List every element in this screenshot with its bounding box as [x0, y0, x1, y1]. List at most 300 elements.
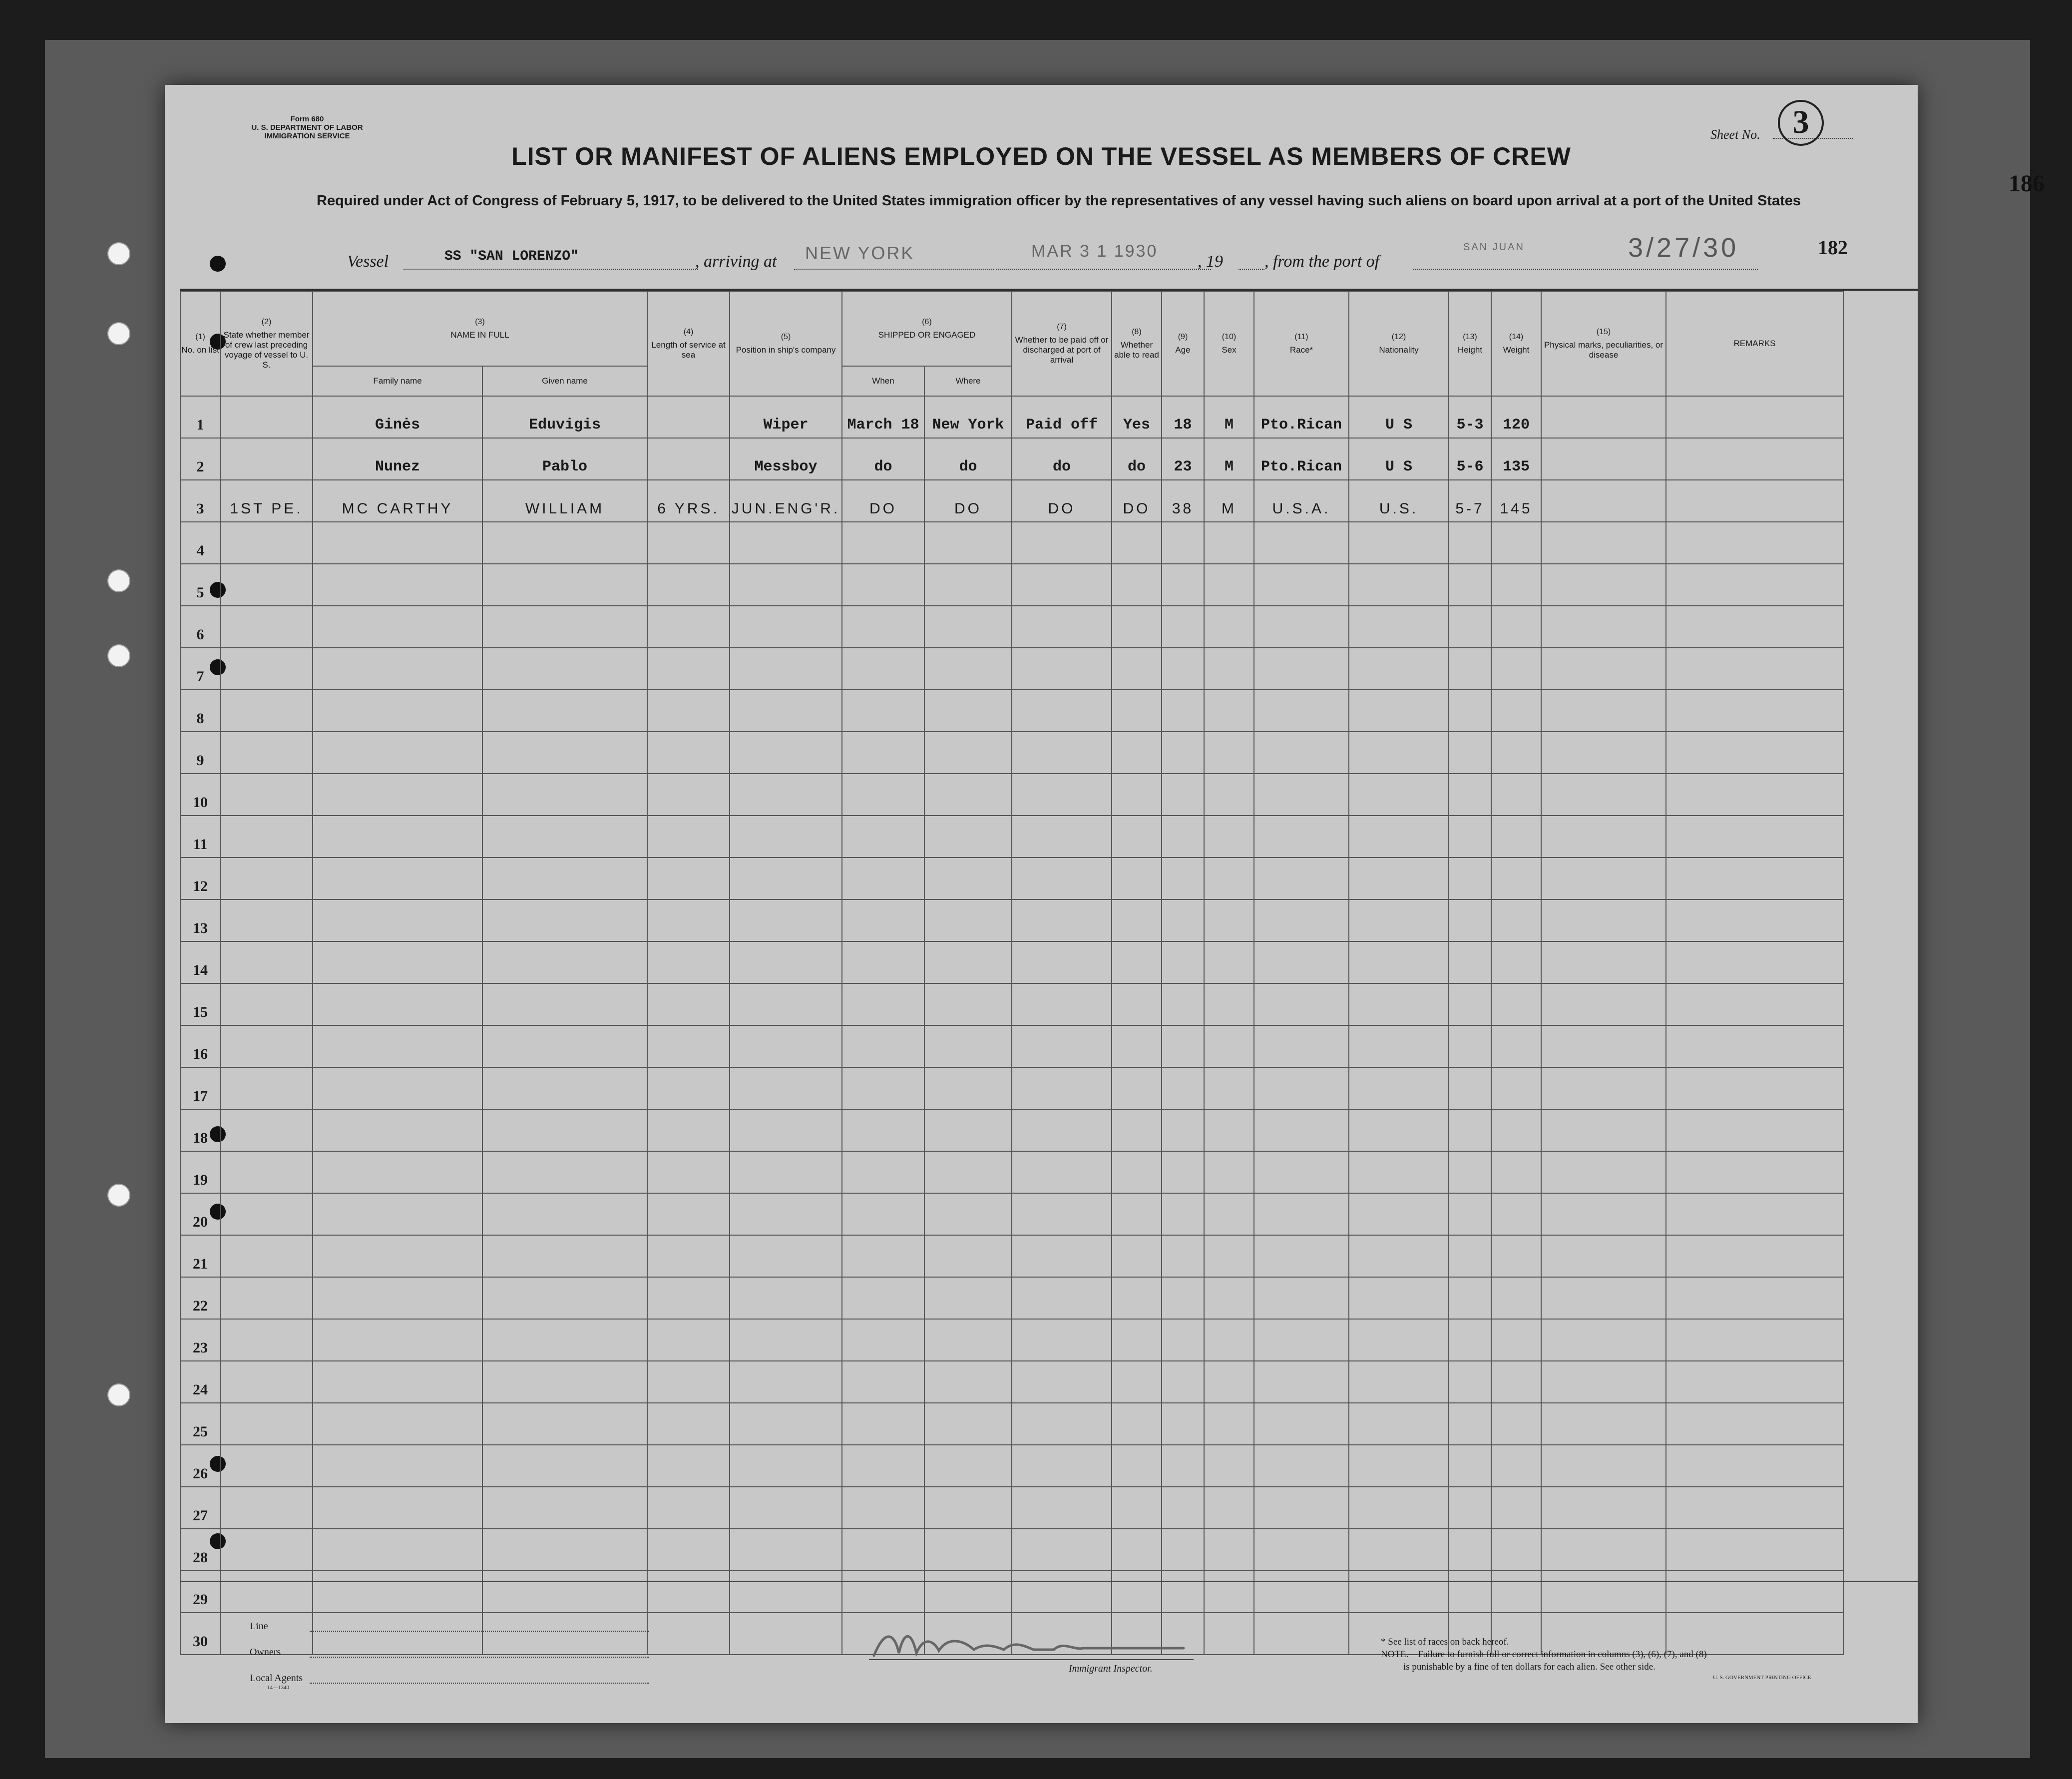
position-cell: Wiper [730, 396, 842, 438]
row-number: 7 [180, 648, 220, 690]
physical-marks-cell [1541, 1193, 1666, 1235]
service-length-cell [647, 858, 730, 899]
table-row [180, 564, 1843, 606]
remarks-cell [1666, 1277, 1843, 1319]
punch-hole [107, 644, 130, 667]
race-cell [1254, 1361, 1349, 1403]
age-cell [1162, 1319, 1204, 1361]
nationality-cell: U.S. [1349, 480, 1449, 522]
family-name-cell [313, 1445, 482, 1487]
given-name-cell [482, 690, 647, 732]
position-cell [730, 690, 842, 732]
previous-voyage-cell [220, 1571, 313, 1613]
table-row [180, 816, 1843, 858]
shipped-when-cell [842, 1571, 924, 1613]
previous-voyage-cell [220, 522, 313, 564]
height-cell [1449, 1235, 1491, 1277]
row-number: 29 [180, 1571, 220, 1613]
row-number: 12 [180, 858, 220, 899]
from-port: SAN JUAN [1463, 242, 1525, 253]
remarks-cell [1666, 1361, 1843, 1403]
sex-cell [1204, 1487, 1254, 1529]
sex-cell [1204, 1109, 1254, 1151]
col-header-no: (1) No. on list [180, 291, 220, 396]
nationality-cell [1349, 648, 1449, 690]
physical-marks-cell [1541, 1109, 1666, 1151]
able-to-read-cell [1112, 1487, 1162, 1529]
given-name-cell [482, 1529, 647, 1571]
nationality-cell [1349, 1025, 1449, 1067]
shipped-when-cell [842, 1403, 924, 1445]
col-header-paid-off: (7) Whether to be paid off or discharged at port of arrival [1012, 291, 1112, 396]
previous-voyage-cell [220, 438, 313, 480]
family-name-cell [313, 606, 482, 648]
weight-cell [1491, 1571, 1541, 1613]
department-name: U. S. DEPARTMENT OF LABOR [251, 123, 363, 132]
previous-voyage-cell [220, 564, 313, 606]
given-name-cell [482, 1025, 647, 1067]
col-header-height: (13) Height [1449, 291, 1491, 396]
weight-cell [1491, 732, 1541, 774]
punch-hole [107, 322, 130, 345]
position-cell [730, 648, 842, 690]
col-header-read: (8) Whether able to read [1112, 291, 1162, 396]
weight-cell [1491, 816, 1541, 858]
col-header-remarks: REMARKS [1666, 291, 1843, 396]
sex-cell [1204, 1193, 1254, 1235]
family-name-cell [313, 858, 482, 899]
physical-marks-cell [1541, 732, 1666, 774]
given-name-cell [482, 522, 647, 564]
paid-off-cell [1012, 1193, 1112, 1235]
paid-off-cell [1012, 816, 1112, 858]
race-cell [1254, 1151, 1349, 1193]
col-header-shipped: (6) SHIPPED OR ENGAGED [842, 291, 1012, 366]
shipped-where-cell [924, 606, 1012, 648]
sheet-label: Sheet No. [1710, 127, 1760, 142]
row-number: 4 [180, 522, 220, 564]
height-cell [1449, 1025, 1491, 1067]
weight-cell [1491, 522, 1541, 564]
sex-cell [1204, 1151, 1254, 1193]
row-number: 11 [180, 816, 220, 858]
weight-cell [1491, 1235, 1541, 1277]
sex-cell [1204, 522, 1254, 564]
weight-cell [1491, 1529, 1541, 1571]
previous-voyage-cell [220, 648, 313, 690]
able-to-read-cell [1112, 1193, 1162, 1235]
race-cell [1254, 732, 1349, 774]
race-cell [1254, 1025, 1349, 1067]
service-length-cell [647, 1529, 730, 1571]
weight-cell [1491, 1067, 1541, 1109]
table-row [180, 1277, 1843, 1319]
race-cell [1254, 522, 1349, 564]
race-cell [1254, 648, 1349, 690]
previous-voyage-cell [220, 774, 313, 816]
paid-off-cell [1012, 941, 1112, 983]
paid-off-cell [1012, 1025, 1112, 1067]
shipped-when-cell [842, 1025, 924, 1067]
shipped-when-cell [842, 732, 924, 774]
position-cell [730, 1571, 842, 1613]
row-number: 27 [180, 1487, 220, 1529]
physical-marks-cell [1541, 648, 1666, 690]
remarks-cell [1666, 1571, 1843, 1613]
weight-cell [1491, 1025, 1541, 1067]
vessel-name: SS "SAN LORENZO" [444, 249, 579, 264]
owners-fill-line [310, 1657, 649, 1658]
remarks-cell [1666, 564, 1843, 606]
family-name-cell [313, 1571, 482, 1613]
nationality-cell [1349, 1445, 1449, 1487]
nationality-cell [1349, 606, 1449, 648]
table-row [180, 858, 1843, 899]
table-row [180, 648, 1843, 690]
row-number: 17 [180, 1067, 220, 1109]
paid-off-cell [1012, 1529, 1112, 1571]
shipped-where-cell [924, 732, 1012, 774]
sex-cell [1204, 1529, 1254, 1571]
age-cell [1162, 1487, 1204, 1529]
able-to-read-cell [1112, 941, 1162, 983]
nationality-cell [1349, 983, 1449, 1025]
punch-hole [107, 1184, 130, 1207]
service-length-cell [647, 396, 730, 438]
race-cell [1254, 941, 1349, 983]
remarks-cell [1666, 648, 1843, 690]
given-name-cell [482, 1571, 647, 1613]
from-port-label: , from the port of [1264, 252, 1380, 271]
service-length-cell [647, 1193, 730, 1235]
paid-off-cell [1012, 858, 1112, 899]
height-cell [1449, 1487, 1491, 1529]
height-cell [1449, 1361, 1491, 1403]
previous-voyage-cell [220, 1403, 313, 1445]
given-name-cell: Eduvigis [482, 396, 647, 438]
age-cell [1162, 648, 1204, 690]
age-cell [1162, 1529, 1204, 1571]
remarks-cell [1666, 690, 1843, 732]
table-row [180, 606, 1843, 648]
nationality-cell [1349, 941, 1449, 983]
able-to-read-cell [1112, 774, 1162, 816]
age-cell [1162, 1235, 1204, 1277]
position-cell [730, 774, 842, 816]
local-agents-code: 14—1340 [267, 1685, 289, 1691]
table-row [180, 690, 1843, 732]
year-fill-line [1239, 269, 1264, 270]
sex-cell: M [1204, 396, 1254, 438]
paid-off-cell [1012, 1235, 1112, 1277]
paid-off-cell [1012, 690, 1112, 732]
remarks-cell [1666, 1235, 1843, 1277]
service-length-cell [647, 1403, 730, 1445]
remarks-cell [1666, 1025, 1843, 1067]
shipped-when-cell [842, 1109, 924, 1151]
service-length-cell [647, 899, 730, 941]
remarks-cell [1666, 522, 1843, 564]
row-number: 13 [180, 899, 220, 941]
service-length-cell [647, 522, 730, 564]
race-cell [1254, 690, 1349, 732]
paid-off-cell [1012, 899, 1112, 941]
remarks-cell [1666, 480, 1843, 522]
able-to-read-cell [1112, 1277, 1162, 1319]
table-row [180, 1151, 1843, 1193]
previous-voyage-cell [220, 396, 313, 438]
age-cell: 23 [1162, 438, 1204, 480]
nationality-cell [1349, 1571, 1449, 1613]
row-number: 14 [180, 941, 220, 983]
shipped-where-cell [924, 1025, 1012, 1067]
paid-off-cell [1012, 1403, 1112, 1445]
physical-marks-cell [1541, 1151, 1666, 1193]
form-subtitle: Required under Act of Congress of February 5, 1917, to be delivered to the United States immigration officer by the representatives of any vessel having such aliens on board upon arrival at a port of the United States [316, 193, 1801, 209]
table-row [180, 983, 1843, 1025]
shipped-where-cell [924, 1109, 1012, 1151]
physical-marks-cell [1541, 1529, 1666, 1571]
position-cell [730, 1151, 842, 1193]
col-header-name: (3) NAME IN FULL [313, 291, 647, 366]
shipped-when-cell [842, 1067, 924, 1109]
edge-page-number: 186 [2009, 170, 2045, 197]
family-name-cell [313, 983, 482, 1025]
owners-label: Owners [250, 1647, 281, 1658]
inspector-label: Immigrant Inspector. [1069, 1663, 1153, 1674]
table-row [180, 522, 1843, 564]
physical-marks-cell [1541, 1319, 1666, 1361]
position-cell [730, 899, 842, 941]
height-cell: 5-6 [1449, 438, 1491, 480]
table-row [180, 1571, 1843, 1613]
given-name-cell: Pablo [482, 438, 647, 480]
shipped-when-cell: March 18 [842, 396, 924, 438]
position-cell [730, 1319, 842, 1361]
age-cell [1162, 774, 1204, 816]
nationality-cell [1349, 1487, 1449, 1529]
shipped-when-cell [842, 1529, 924, 1571]
given-name-cell [482, 648, 647, 690]
age-cell [1162, 1445, 1204, 1487]
vessel-label: Vessel [347, 252, 389, 271]
previous-voyage-cell [220, 1109, 313, 1151]
given-name-cell [482, 1277, 647, 1319]
family-name-cell [313, 1193, 482, 1235]
shipped-where-cell [924, 564, 1012, 606]
row-number: 6 [180, 606, 220, 648]
nationality-cell [1349, 1151, 1449, 1193]
able-to-read-cell [1112, 1361, 1162, 1403]
line-label: Line [250, 1621, 268, 1632]
nationality-cell [1349, 858, 1449, 899]
sex-cell [1204, 1571, 1254, 1613]
service-length-cell [647, 1319, 730, 1361]
physical-marks-cell [1541, 816, 1666, 858]
shipped-when-cell [842, 1277, 924, 1319]
given-name-cell [482, 1319, 647, 1361]
shipped-where-cell [924, 1361, 1012, 1403]
shipped-when-cell [842, 564, 924, 606]
table-row [180, 1319, 1843, 1361]
race-cell: Pto.Rican [1254, 396, 1349, 438]
physical-marks-cell [1541, 522, 1666, 564]
family-name-cell [313, 1319, 482, 1361]
weight-cell [1491, 774, 1541, 816]
position-cell [730, 1193, 842, 1235]
height-cell [1449, 983, 1491, 1025]
height-cell [1449, 899, 1491, 941]
service-length-cell [647, 690, 730, 732]
able-to-read-cell [1112, 522, 1162, 564]
form-title: LIST OR MANIFEST OF ALIENS EMPLOYED ON THE VESSEL AS MEMBERS OF CREW [511, 142, 1571, 170]
row-number: 25 [180, 1403, 220, 1445]
able-to-read-cell [1112, 1151, 1162, 1193]
given-name-cell [482, 1361, 647, 1403]
line-fill-line [310, 1631, 649, 1632]
physical-marks-cell [1541, 858, 1666, 899]
previous-voyage-cell [220, 732, 313, 774]
col-header-sex: (10) Sex [1204, 291, 1254, 396]
height-cell [1449, 1529, 1491, 1571]
table-row [180, 480, 1843, 522]
able-to-read-cell [1112, 816, 1162, 858]
weight-cell [1491, 606, 1541, 648]
remarks-cell [1666, 1403, 1843, 1445]
previous-voyage-cell [220, 816, 313, 858]
height-cell [1449, 1277, 1491, 1319]
row-number: 26 [180, 1445, 220, 1487]
weight-cell [1491, 1403, 1541, 1445]
weight-cell: 135 [1491, 438, 1541, 480]
able-to-read-cell: Yes [1112, 396, 1162, 438]
shipped-where-cell [924, 1319, 1012, 1361]
able-to-read-cell [1112, 858, 1162, 899]
height-cell [1449, 774, 1491, 816]
family-name-cell [313, 732, 482, 774]
able-to-read-cell [1112, 1445, 1162, 1487]
position-cell [730, 1403, 842, 1445]
shipped-where-cell [924, 774, 1012, 816]
nationality-cell [1349, 1193, 1449, 1235]
sex-cell [1204, 606, 1254, 648]
height-cell [1449, 732, 1491, 774]
previous-voyage-cell [220, 1445, 313, 1487]
table-row [180, 774, 1843, 816]
previous-voyage-cell [220, 1319, 313, 1361]
col-header-weight: (14) Weight [1491, 291, 1541, 396]
arriving-label: , arriving at [695, 252, 777, 271]
able-to-read-cell [1112, 606, 1162, 648]
family-name-cell: Ginės [313, 396, 482, 438]
shipped-when-cell [842, 774, 924, 816]
sex-cell [1204, 1445, 1254, 1487]
shipped-when-cell [842, 899, 924, 941]
shipped-when-cell [842, 522, 924, 564]
weight-cell [1491, 1151, 1541, 1193]
shipped-when-cell [842, 941, 924, 983]
shipped-where-cell [924, 1277, 1012, 1319]
weight-cell [1491, 1193, 1541, 1235]
weight-cell [1491, 941, 1541, 983]
weight-cell [1491, 648, 1541, 690]
previous-voyage-cell [220, 858, 313, 899]
shipped-where-cell [924, 1067, 1012, 1109]
age-cell [1162, 564, 1204, 606]
weight-cell [1491, 899, 1541, 941]
age-cell [1162, 858, 1204, 899]
paid-off-cell [1012, 1277, 1112, 1319]
sex-cell [1204, 1361, 1254, 1403]
footer-notes [1381, 1636, 1707, 1673]
physical-marks-cell [1541, 396, 1666, 438]
sex-cell [1204, 1613, 1254, 1655]
age-cell [1162, 1151, 1204, 1193]
inspector-line [869, 1659, 1194, 1660]
shipped-when-cell [842, 1235, 924, 1277]
given-name-cell [482, 732, 647, 774]
shipped-where-cell [924, 1235, 1012, 1277]
height-cell [1449, 1571, 1491, 1613]
age-cell [1162, 983, 1204, 1025]
height-cell [1449, 1319, 1491, 1361]
race-cell: Pto.Rican [1254, 438, 1349, 480]
nationality-cell [1349, 1319, 1449, 1361]
physical-marks-cell [1541, 1277, 1666, 1319]
paid-off-cell [1012, 1067, 1112, 1109]
service-length-cell [647, 564, 730, 606]
race-cell [1254, 1403, 1349, 1445]
bottom-rule [180, 1581, 1918, 1582]
remarks-cell [1666, 941, 1843, 983]
sex-cell [1204, 564, 1254, 606]
family-name-cell [313, 690, 482, 732]
paid-off-cell [1012, 983, 1112, 1025]
position-cell [730, 1067, 842, 1109]
table-row [180, 899, 1843, 941]
sex-cell [1204, 1025, 1254, 1067]
shipped-when-cell [842, 1361, 924, 1403]
nationality-cell [1349, 690, 1449, 732]
service-name: IMMIGRATION SERVICE [264, 132, 350, 140]
height-cell [1449, 1445, 1491, 1487]
race-cell: U.S.A. [1254, 480, 1349, 522]
age-cell: 18 [1162, 396, 1204, 438]
position-cell: JUN.ENG'R. [730, 480, 842, 522]
remarks-cell [1666, 606, 1843, 648]
service-length-cell [647, 1235, 730, 1277]
sheet-number: 3 [1778, 100, 1824, 146]
col-header-family-name: Family name [313, 366, 482, 396]
position-cell [730, 522, 842, 564]
table-row [180, 732, 1843, 774]
position-cell [730, 816, 842, 858]
shipped-when-cell: do [842, 438, 924, 480]
service-length-cell [647, 1109, 730, 1151]
physical-marks-cell [1541, 480, 1666, 522]
family-name-cell [313, 522, 482, 564]
able-to-read-cell [1112, 1529, 1162, 1571]
race-cell [1254, 606, 1349, 648]
col-header-age: (9) Age [1162, 291, 1204, 396]
shipped-where-cell [924, 648, 1012, 690]
row-number: 15 [180, 983, 220, 1025]
family-name-cell [313, 1235, 482, 1277]
physical-marks-cell [1541, 1403, 1666, 1445]
paid-off-cell [1012, 522, 1112, 564]
previous-voyage-cell [220, 1277, 313, 1319]
family-name-cell [313, 1487, 482, 1529]
